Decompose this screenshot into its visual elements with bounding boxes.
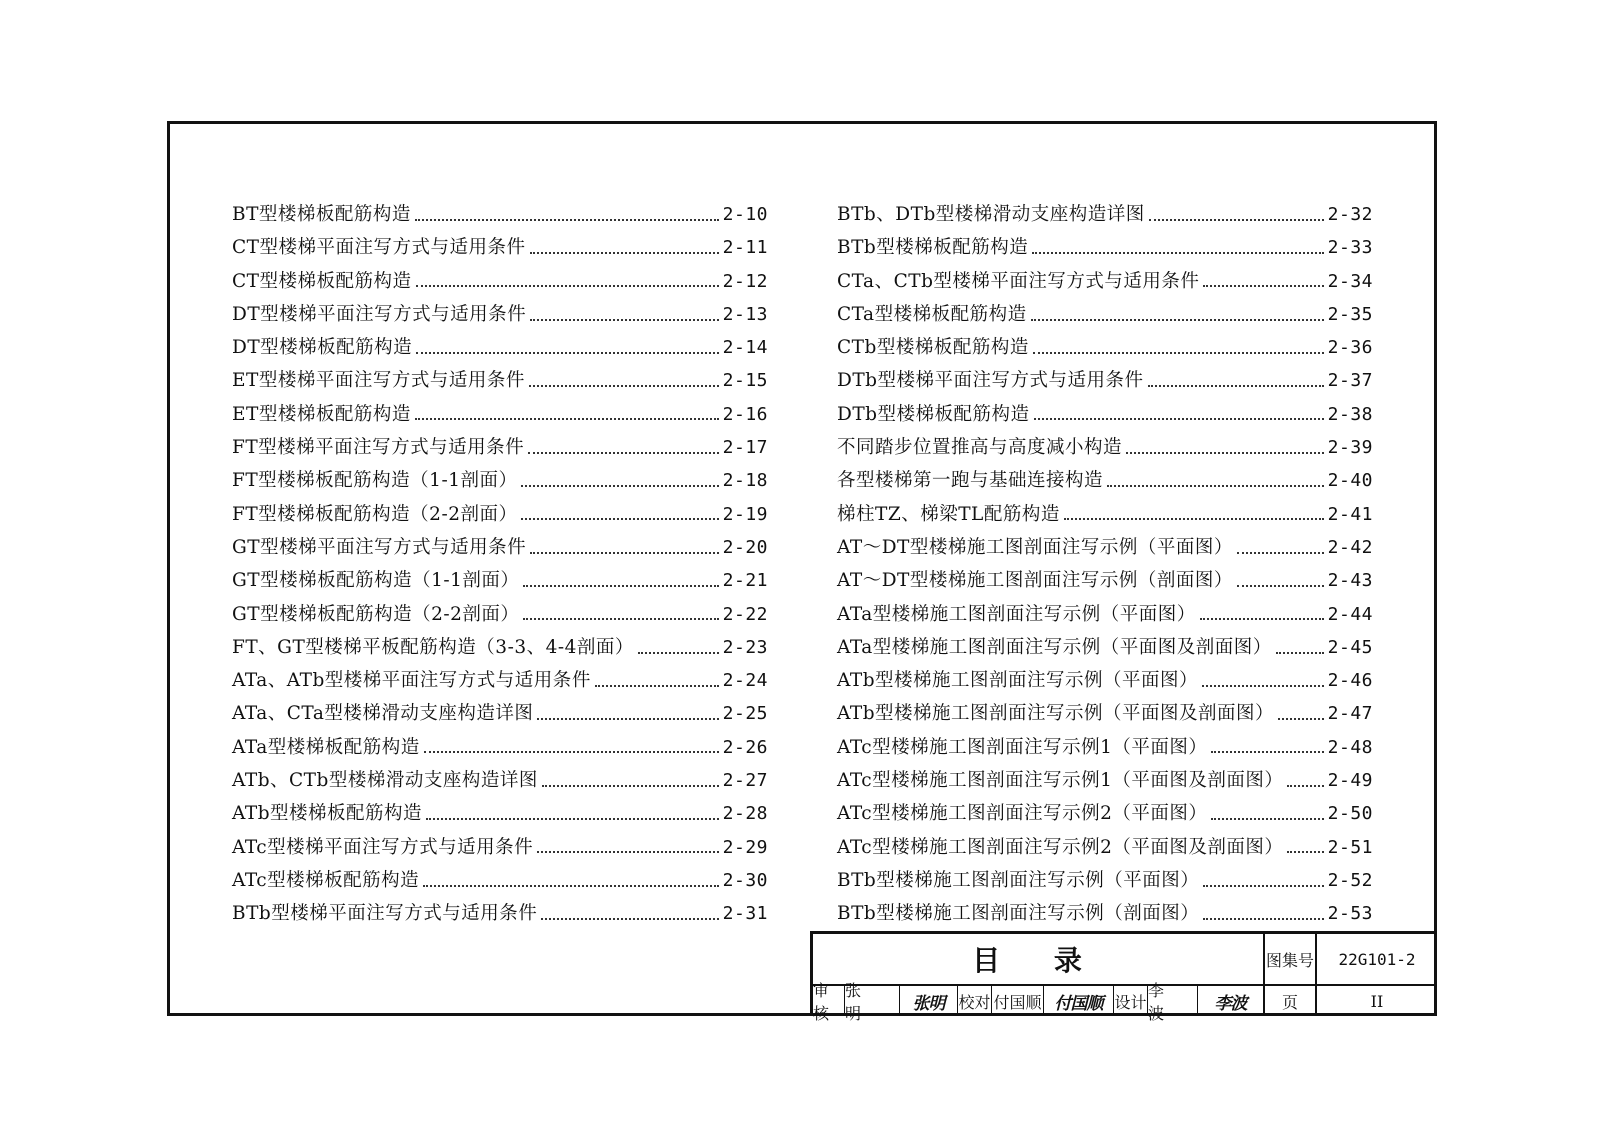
toc-entry-title: 不同踏步位置推高与高度减小构造 <box>837 437 1123 459</box>
toc-entry-title: ATc型楼梯施工图剖面注写示例1（平面图及剖面图） <box>837 770 1284 792</box>
toc-left-column <box>232 200 768 933</box>
toc-entry-page: 2-36 <box>1327 337 1373 359</box>
dot-leader <box>1032 252 1323 254</box>
toc-entry-page: 2-38 <box>1327 403 1373 425</box>
toc-entry <box>232 200 768 233</box>
dot-leader <box>530 552 719 554</box>
toc-entry <box>837 267 1373 300</box>
toc-entry-title: ATb型楼梯板配筋构造 <box>232 803 423 825</box>
toc-entry-title: BTb型楼梯平面注写方式与适用条件 <box>232 903 538 925</box>
toc-entry-page: 2-52 <box>1327 869 1373 891</box>
toc-entry-page: 2-13 <box>722 303 768 325</box>
toc-entry-title: 各型楼梯第一跑与基础连接构造 <box>837 470 1104 492</box>
toc-entry <box>837 899 1373 932</box>
dot-leader <box>537 851 719 853</box>
toc-entry-page: 2-10 <box>722 204 768 225</box>
dot-leader <box>595 685 719 687</box>
toc-entry-page: 2-23 <box>722 636 768 658</box>
toc-entry <box>232 866 768 899</box>
toc-entry-page: 2-53 <box>1327 903 1373 925</box>
toc-entry-page: 2-11 <box>722 237 768 259</box>
toc-entry <box>232 666 768 699</box>
toc-entry-title: 梯柱TZ、梯梁TL配筋构造 <box>837 503 1060 525</box>
toc-entry-page: 2-34 <box>1327 270 1373 292</box>
atlas-number: 22G101-2 <box>1317 934 1437 986</box>
dot-leader <box>523 585 718 587</box>
toc-entry-page: 2-28 <box>722 803 768 825</box>
toc-entry <box>837 433 1373 466</box>
dot-leader <box>1278 718 1324 720</box>
dot-leader <box>530 252 719 254</box>
toc-entry-page: 2-14 <box>722 337 768 359</box>
page-label: 页 <box>1265 986 1317 1016</box>
title-block <box>810 931 1437 1023</box>
toc-entry-page: 2-16 <box>722 403 768 425</box>
toc-entry <box>232 699 768 732</box>
dot-leader <box>542 785 719 787</box>
toc-entry-title: BTb型楼梯施工图剖面注写示例（平面图） <box>837 869 1200 891</box>
toc-entry <box>837 200 1373 233</box>
dot-leader <box>1200 618 1324 620</box>
toc-entry-page: 2-26 <box>722 736 768 758</box>
dot-leader <box>416 352 718 354</box>
toc-entry-title: ATa、ATb型楼梯平面注写方式与适用条件 <box>232 670 591 692</box>
toc-entry <box>232 466 768 499</box>
toc-entry <box>837 233 1373 266</box>
toc-entry <box>837 666 1373 699</box>
toc-entry <box>232 400 768 433</box>
toc-entry-title: BTb型楼梯板配筋构造 <box>837 237 1029 259</box>
toc-entry-title: DT型楼梯板配筋构造 <box>232 337 413 359</box>
toc-entry-title: FT型楼梯平面注写方式与适用条件 <box>232 437 525 459</box>
toc-entry <box>837 833 1373 866</box>
toc-entry <box>837 466 1373 499</box>
toc-entry <box>837 799 1373 832</box>
designer-signature: 李波 <box>1198 986 1265 1016</box>
toc-entry-title: ATc型楼梯板配筋构造 <box>232 869 420 891</box>
toc-entry-title: ATb、CTb型楼梯滑动支座构造详图 <box>232 770 538 792</box>
dot-leader <box>1203 918 1323 920</box>
toc-entry-page: 2-25 <box>722 703 768 725</box>
toc-entry-page: 2-39 <box>1327 437 1373 459</box>
dot-leader <box>1148 385 1324 387</box>
dot-leader <box>1149 219 1324 221</box>
toc-entry <box>837 566 1373 599</box>
toc-entry-title: ATa型楼梯板配筋构造 <box>232 736 420 758</box>
dot-leader <box>1064 518 1324 520</box>
toc-entry <box>232 300 768 333</box>
toc-entry <box>232 833 768 866</box>
dot-leader <box>1202 685 1324 687</box>
page-number: II <box>1370 991 1384 1011</box>
toc-entry-page: 2-42 <box>1327 536 1373 558</box>
toc-entry-page: 2-40 <box>1327 470 1373 492</box>
toc-entry-page: 2-44 <box>1327 603 1373 625</box>
signature-row <box>813 981 1265 1023</box>
toc-entry-title: FT、GT型楼梯平板配筋构造（3-3、4-4剖面） <box>232 636 634 658</box>
dot-leader <box>426 818 719 820</box>
dot-leader <box>530 319 718 321</box>
toc-entry-page: 2-48 <box>1327 736 1373 758</box>
toc-entry-title: ATb型楼梯施工图剖面注写示例（平面图） <box>837 670 1199 692</box>
toc-entry-page: 2-22 <box>722 603 768 625</box>
toc-entry-title: AT～DT型楼梯施工图剖面注写示例（平面图） <box>837 536 1233 558</box>
toc-entry-title: DTb型楼梯平面注写方式与适用条件 <box>837 370 1144 392</box>
toc-entry-title: FT型楼梯板配筋构造（2-2剖面） <box>232 503 518 525</box>
designer-name: 李 波 <box>1148 986 1198 1016</box>
toc-entry-title: GT型楼梯板配筋构造（1-1剖面） <box>232 570 520 592</box>
dot-leader <box>529 385 719 387</box>
toc-entry-title: ET型楼梯平面注写方式与适用条件 <box>232 370 525 392</box>
toc-entry <box>837 333 1373 366</box>
dot-leader <box>415 418 719 420</box>
toc-entry-page: 2-37 <box>1327 370 1373 392</box>
dot-leader <box>541 918 718 920</box>
toc-entry-title: ATc型楼梯施工图剖面注写示例1（平面图） <box>837 736 1208 758</box>
toc-entry <box>232 333 768 366</box>
toc-entry-title: ATa型楼梯施工图剖面注写示例（平面图及剖面图） <box>837 636 1272 658</box>
toc-entry <box>837 600 1373 633</box>
toc-entry-title: CT型楼梯平面注写方式与适用条件 <box>232 237 526 259</box>
dot-leader <box>1211 818 1323 820</box>
toc-entry <box>837 733 1373 766</box>
toc-entry <box>837 500 1373 533</box>
checker-name: 付国顺 <box>992 986 1044 1016</box>
toc-entry-page: 2-51 <box>1327 836 1373 858</box>
reviewer-signature: 张明 <box>900 986 958 1016</box>
sheet-title: 目 录 <box>813 934 1265 986</box>
toc-entry <box>837 866 1373 899</box>
toc-entry <box>837 766 1373 799</box>
toc-entry-page: 2-21 <box>722 570 768 592</box>
toc-entry-page: 2-20 <box>722 536 768 558</box>
toc-entry <box>837 699 1373 732</box>
toc-entry-title: AT～DT型楼梯施工图剖面注写示例（剖面图） <box>837 570 1233 592</box>
toc-entry-title: DTb型楼梯板配筋构造 <box>837 403 1030 425</box>
toc-entry <box>232 799 768 832</box>
toc-entry <box>232 366 768 399</box>
dot-leader <box>1211 751 1323 753</box>
dot-leader <box>1107 485 1324 487</box>
dot-leader <box>521 485 718 487</box>
toc-entry-title: BTb、DTb型楼梯滑动支座构造详图 <box>837 204 1145 225</box>
toc-entry <box>232 533 768 566</box>
toc-entry-title: ATa、CTa型楼梯滑动支座构造详图 <box>232 703 534 725</box>
toc-entry <box>232 899 768 932</box>
toc-entry <box>837 400 1373 433</box>
dot-leader <box>1203 285 1323 287</box>
toc-entry-title: CT型楼梯板配筋构造 <box>232 270 412 292</box>
toc-entry-title: ATc型楼梯平面注写方式与适用条件 <box>232 836 534 858</box>
check-label: 校对 <box>958 986 992 1016</box>
dot-leader <box>1203 885 1323 887</box>
toc-entry-page: 2-17 <box>722 437 768 459</box>
toc-entry-title: FT型楼梯板配筋构造（1-1剖面） <box>232 470 518 492</box>
dot-leader <box>638 652 719 654</box>
toc-entry-title: CTa型楼梯板配筋构造 <box>837 303 1027 325</box>
toc-right-column <box>837 200 1373 933</box>
dot-leader <box>1237 552 1324 554</box>
toc-entry <box>232 633 768 666</box>
toc-entry <box>232 733 768 766</box>
toc-entry-page: 2-32 <box>1327 204 1373 225</box>
toc-entry-title: CTa、CTb型楼梯平面注写方式与适用条件 <box>837 270 1200 292</box>
toc-entry <box>232 566 768 599</box>
toc-entry-page: 2-31 <box>722 903 768 925</box>
toc-entry-title: ATc型楼梯施工图剖面注写示例2（平面图及剖面图） <box>837 836 1284 858</box>
review-label: 审核 <box>813 986 845 1016</box>
dot-leader <box>523 618 718 620</box>
toc-entry <box>837 300 1373 333</box>
toc-entry-page: 2-24 <box>722 670 768 692</box>
dot-leader <box>423 885 719 887</box>
toc-entry-title: DT型楼梯平面注写方式与适用条件 <box>232 303 527 325</box>
dot-leader <box>528 452 718 454</box>
toc-entry <box>232 233 768 266</box>
toc-entry <box>837 633 1373 666</box>
toc-entry-page: 2-33 <box>1327 237 1373 259</box>
toc-entry <box>232 766 768 799</box>
toc-entry-title: GT型楼梯板配筋构造（2-2剖面） <box>232 603 520 625</box>
dot-leader <box>1033 352 1324 354</box>
toc-entry-title: ATc型楼梯施工图剖面注写示例2（平面图） <box>837 803 1208 825</box>
toc-entry-title: ATa型楼梯施工图剖面注写示例（平面图） <box>837 603 1196 625</box>
toc-entry-page: 2-12 <box>722 270 768 292</box>
toc-entry-page: 2-50 <box>1327 803 1373 825</box>
toc-entry-page: 2-41 <box>1327 503 1373 525</box>
toc-entry-page: 2-43 <box>1327 570 1373 592</box>
dot-leader <box>1034 418 1324 420</box>
toc-entry-title: BTb型楼梯施工图剖面注写示例（剖面图） <box>837 903 1200 925</box>
toc-entry-title: GT型楼梯平面注写方式与适用条件 <box>232 536 527 558</box>
toc-entry-page: 2-49 <box>1327 770 1373 792</box>
dot-leader <box>424 751 719 753</box>
toc-entry-page: 2-45 <box>1327 636 1373 658</box>
reviewer-name: 张 明 <box>845 986 900 1016</box>
toc-entry-title: ATb型楼梯施工图剖面注写示例（平面图及剖面图） <box>837 703 1275 725</box>
design-label: 设计 <box>1114 986 1148 1016</box>
toc-entry-page: 2-19 <box>722 503 768 525</box>
atlas-number-label: 图集号 <box>1265 934 1317 986</box>
toc-entry-title: ET型楼梯板配筋构造 <box>232 403 411 425</box>
toc-entry-page: 2-30 <box>722 869 768 891</box>
dot-leader <box>537 718 718 720</box>
dot-leader <box>1237 585 1324 587</box>
toc-entry <box>232 267 768 300</box>
checker-signature: 付国顺 <box>1044 986 1114 1016</box>
toc-entry-page: 2-35 <box>1327 303 1373 325</box>
toc-entry <box>232 600 768 633</box>
toc-entry-page: 2-47 <box>1327 703 1373 725</box>
toc-entry-page: 2-46 <box>1327 670 1373 692</box>
toc-entry <box>232 433 768 466</box>
toc-entry <box>232 500 768 533</box>
toc-entry-title: BT型楼梯板配筋构造 <box>232 204 411 225</box>
toc-entry-page: 2-27 <box>722 770 768 792</box>
dot-leader <box>415 219 719 221</box>
dot-leader <box>1287 851 1323 853</box>
dot-leader <box>1126 452 1324 454</box>
toc-entry-title: CTb型楼梯板配筋构造 <box>837 337 1029 359</box>
toc-entry <box>837 366 1373 399</box>
toc-entry-page: 2-15 <box>722 370 768 392</box>
toc-entry <box>837 533 1373 566</box>
dot-leader <box>1031 319 1324 321</box>
dot-leader <box>1287 785 1323 787</box>
toc-entry-page: 2-29 <box>722 836 768 858</box>
dot-leader <box>1276 652 1324 654</box>
dot-leader <box>521 518 718 520</box>
dot-leader <box>416 285 719 287</box>
toc-entry-page: 2-18 <box>722 470 768 492</box>
